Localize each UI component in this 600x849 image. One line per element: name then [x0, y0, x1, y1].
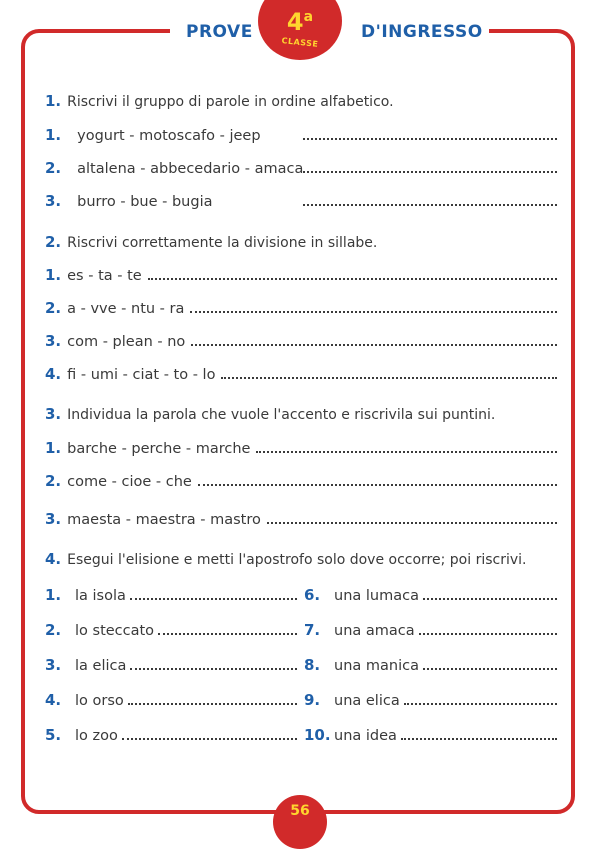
item-number: 7. — [304, 621, 321, 639]
item-number: 1. — [45, 439, 62, 457]
item-text: a - vve - ntu - ra — [67, 301, 185, 317]
page-number: 56 — [290, 803, 310, 819]
answer-line[interactable] — [303, 204, 557, 206]
item-text: una elica — [334, 693, 400, 709]
list-item — [45, 190, 557, 210]
item-number: 8. — [304, 656, 321, 674]
list-item — [45, 157, 557, 177]
item-text: una amaca — [334, 623, 415, 639]
item-number: 9. — [304, 691, 321, 709]
item-text: lo steccato — [75, 623, 155, 639]
item-number: 1. — [45, 126, 62, 144]
item-number: 3. — [45, 192, 62, 210]
answer-line[interactable] — [419, 633, 557, 635]
item-text: fi - umi - ciat - to - lo — [67, 367, 216, 383]
item-text: maesta - maestra - mastro — [67, 512, 261, 528]
list-item — [45, 724, 297, 744]
item-text: yogurt - motoscafo - jeep — [77, 128, 261, 144]
item-text: una idea — [334, 728, 397, 744]
header-title-left: PROVE — [180, 22, 259, 42]
item-text: com - plean - no — [67, 334, 186, 350]
section-1-prompt — [45, 92, 394, 110]
section-4-text: Esegui l'elisione e metti l'apostrofo solo dove occorre; poi riscrivi. — [67, 552, 527, 568]
list-item — [45, 363, 557, 383]
answer-line[interactable] — [148, 278, 557, 280]
answer-line[interactable] — [130, 668, 297, 670]
item-number: 5. — [45, 726, 62, 744]
list-item — [45, 437, 557, 457]
item-number: 3. — [45, 332, 62, 350]
list-item — [304, 619, 557, 639]
item-number: 2. — [45, 159, 62, 177]
list-item — [45, 264, 557, 284]
item-text: barche - perche - marche — [67, 441, 251, 457]
section-4-number: 4. — [45, 550, 62, 568]
answer-line[interactable] — [158, 633, 297, 635]
answer-line[interactable] — [122, 738, 297, 740]
answer-line[interactable] — [303, 171, 557, 173]
list-item — [304, 654, 557, 674]
list-item — [304, 724, 557, 744]
item-text: la elica — [75, 658, 127, 674]
answer-line[interactable] — [256, 451, 557, 453]
section-2-number: 2. — [45, 233, 62, 251]
item-text: una manica — [334, 658, 419, 674]
item-number: 1. — [45, 266, 62, 284]
list-item — [45, 584, 297, 604]
item-text: come - cioe - che — [67, 474, 192, 490]
answer-line[interactable] — [423, 668, 557, 670]
list-item — [45, 689, 297, 709]
section-2-prompt — [45, 233, 377, 251]
answer-line[interactable] — [423, 598, 557, 600]
item-text: lo zoo — [75, 728, 118, 744]
answer-line[interactable] — [221, 377, 557, 379]
section-1-number: 1. — [45, 92, 62, 110]
section-3-text: Individua la parola che vuole l'accento e riscrivila sui puntini. — [67, 407, 496, 423]
list-item — [45, 297, 557, 317]
list-item — [304, 689, 557, 709]
answer-line[interactable] — [128, 703, 297, 705]
item-text: una lumaca — [334, 588, 419, 604]
header-title-right: D'INGRESSO — [355, 22, 489, 42]
item-text: altalena - abbecedario - amaca — [77, 161, 304, 177]
list-item — [45, 508, 557, 528]
item-number: 2. — [45, 621, 62, 639]
section-3-number: 3. — [45, 405, 62, 423]
item-number: 3. — [45, 656, 62, 674]
section-1-text: Riscrivi il gruppo di parole in ordine alfabetico. — [67, 94, 394, 110]
list-item — [45, 619, 297, 639]
item-text: lo orso — [75, 693, 124, 709]
item-number: 10. — [304, 726, 331, 744]
answer-line[interactable] — [404, 703, 557, 705]
item-number: 4. — [45, 691, 62, 709]
item-number: 6. — [304, 586, 321, 604]
grade-number: 4$^a$ — [286, 8, 314, 36]
item-text: la isola — [75, 588, 126, 604]
answer-line[interactable] — [267, 522, 557, 524]
answer-line[interactable] — [190, 311, 557, 313]
list-item — [45, 124, 557, 144]
list-item — [45, 470, 557, 490]
item-number: 2. — [45, 472, 62, 490]
section-2-text: Riscrivi correttamente la divisione in sillabe. — [67, 235, 378, 251]
answer-line[interactable] — [130, 598, 297, 600]
item-number: 1. — [45, 586, 62, 604]
list-item — [45, 330, 557, 350]
section-4-prompt — [45, 550, 526, 568]
item-text: es - ta - te — [67, 268, 142, 284]
item-number: 4. — [45, 365, 62, 383]
answer-line[interactable] — [303, 138, 557, 140]
list-item — [304, 584, 557, 604]
item-number: 3. — [45, 510, 62, 528]
item-text: burro - bue - bugia — [77, 194, 213, 210]
section-3-prompt — [45, 405, 495, 423]
answer-line[interactable] — [198, 484, 557, 486]
grade-caption: CLASSE — [281, 36, 319, 49]
list-item — [45, 654, 297, 674]
answer-line[interactable] — [191, 344, 557, 346]
answer-line[interactable] — [401, 738, 557, 740]
item-number: 2. — [45, 299, 62, 317]
